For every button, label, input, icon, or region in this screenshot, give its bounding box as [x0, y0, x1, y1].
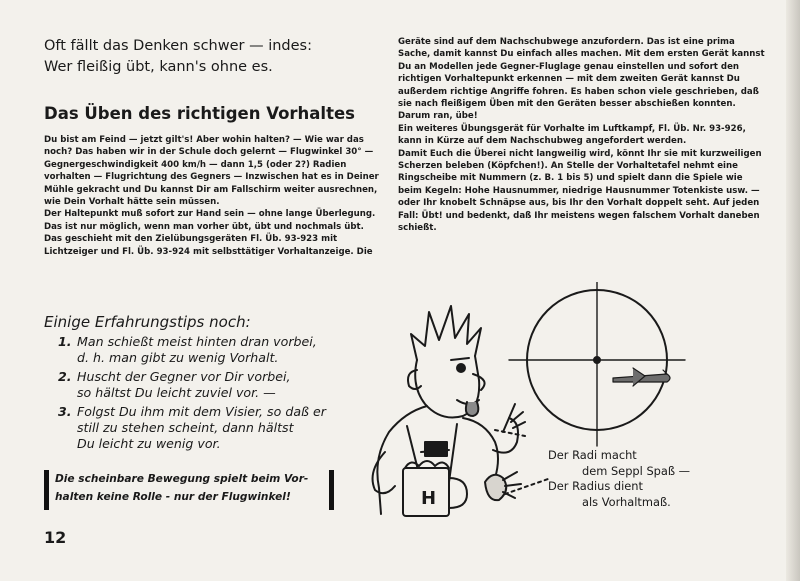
tip-line: Du leicht zu wenig vor.: [77, 436, 221, 452]
radish-icon: [485, 472, 521, 500]
aircraft-icon: [613, 368, 670, 386]
paragraph-at-the-enemy: Du bist am Feind — jetzt gilt's! Aber wohin halten? — Wie war das noch? Das haben wir in der Schule doch gelernt — Flugwinkel 30° — Gegnergeschwindigkeit 400 km/h — dann 1,5 (oder 2?) Radien vorhalten — Flugrichtung des Gegners — Inzwischen hat es in Deiner Mühle gekracht und Du kannst Dir am Fallschirm weiter ausrechnen, wie Dein Vorhalt hätte sein müssen.: [44, 135, 379, 208]
caption-line: als Vorhaltmaß.: [582, 494, 671, 509]
page-gutter-shadow: [786, 0, 800, 581]
motto-line-1: Oft fällt das Denken schwer — indes:: [44, 38, 312, 54]
motto-line-2: Wer fleißig übt, kann's ohne es.: [44, 59, 273, 75]
tips-list: [58, 334, 358, 455]
illustration-caption: [548, 448, 768, 510]
tip-line: Folgst Du ihm mit dem Visier, so daß er: [77, 403, 326, 419]
caption-line: dem Seppl Spaß —: [582, 463, 691, 478]
page-number: 12: [44, 528, 67, 547]
right-column-text: [398, 36, 768, 235]
paragraph-games: Damit Euch die Überei nicht langweilig wird, könnt Ihr sie mit kurzweiligen Scherzen beleben (Köpfchen!). An Stelle der Vorhaltetafel nehmt eine Ringscheibe mit Nummern (z. B. 1 bis 5) und spielt dann die Spiele wie beim Kegeln: Hohe Hausnummer, niedrige Hausnummer Totenkiste usw. — oder Ihr knobelt Schnäpse aus, bis Ihr den Vorhalt doppelt seht. Auf jeden Fall: Übt! und bedenkt, daß Ihr meistens wegen falschem Vorhalt daneben schießt.: [398, 148, 762, 234]
paragraph-aim-point: Der Haltepunkt muß sofort zur Hand sein — ohne lange Überlegung. Das ist nur möglich, wenn man vorher übt, übt und nochmals übt.: [44, 209, 376, 232]
motto-verse: [44, 36, 374, 78]
tip-item: [58, 334, 358, 367]
tip-line: Huscht der Gegner vor Dir vorbei,: [77, 368, 291, 384]
paragraph-devices-supply: Geräte sind auf dem Nachschubwege anzufordern. Das ist eine prima Sache, damit kannst Du einfach alles machen. Mit dem ersten Gerät kannst Du an Modellen jede Gegner-Fluglage genau einstellen und sofort den richtigen Vorhaltepunkt erkennen — mit dem zweiten Gerät kannst Du außerdem richtige Angriffe fohren. Es haben schon viele geschrieben, daß sie nach fleißigem Üben mit den Geräten besser abschießen konnten. Darum ran, übe!: [398, 37, 765, 122]
left-column-text: [44, 134, 384, 258]
tip-item: [58, 369, 358, 402]
paragraph-further-device: Ein weiteres Übungsgerät für Vorhalte im Luftkampf, Fl. Üb. Nr. 93-926, kann in Kürze auf dem Nachschubweg angefordert werden.: [398, 123, 746, 147]
tip-number: 3.: [58, 403, 72, 419]
paragraph-training-devices: Das geschieht mit den Zielübungsgeräten Fl. Üb. 93-923 mit Lichtzeiger und Fl. Üb. 93-924 mit selbsttätiger Vorhaltanzeige. Die: [44, 234, 373, 257]
caption-line: Der Radi macht: [548, 448, 637, 462]
tips-title: Einige Erfahrungstips noch:: [44, 313, 251, 331]
tip-line: so hältst Du leicht zuviel vor. —: [77, 385, 276, 401]
tip-line: d. h. man gibt zu wenig Vorhalt.: [77, 350, 279, 366]
gunsight-reticle-icon: [509, 282, 685, 446]
caption-line: Der Radius dient: [548, 479, 643, 493]
callout-box: [44, 470, 334, 510]
section-heading: Das Üben des richtigen Vorhaltes: [44, 104, 355, 123]
tip-item: [58, 404, 358, 453]
mug-letter: H: [421, 488, 437, 509]
tip-number: 2.: [58, 368, 72, 384]
callout-line-1: Die scheinbare Bewegung spielt beim Vor-: [55, 473, 309, 485]
tip-number: 1.: [58, 334, 72, 349]
callout-line-2: halten keine Rolle - nur der Flugwinkel!: [55, 491, 291, 503]
tip-line: Man schießt meist hinten dran vorbei,: [77, 334, 317, 349]
tip-line: still zu stehen scheint, dann hältst: [77, 420, 294, 436]
